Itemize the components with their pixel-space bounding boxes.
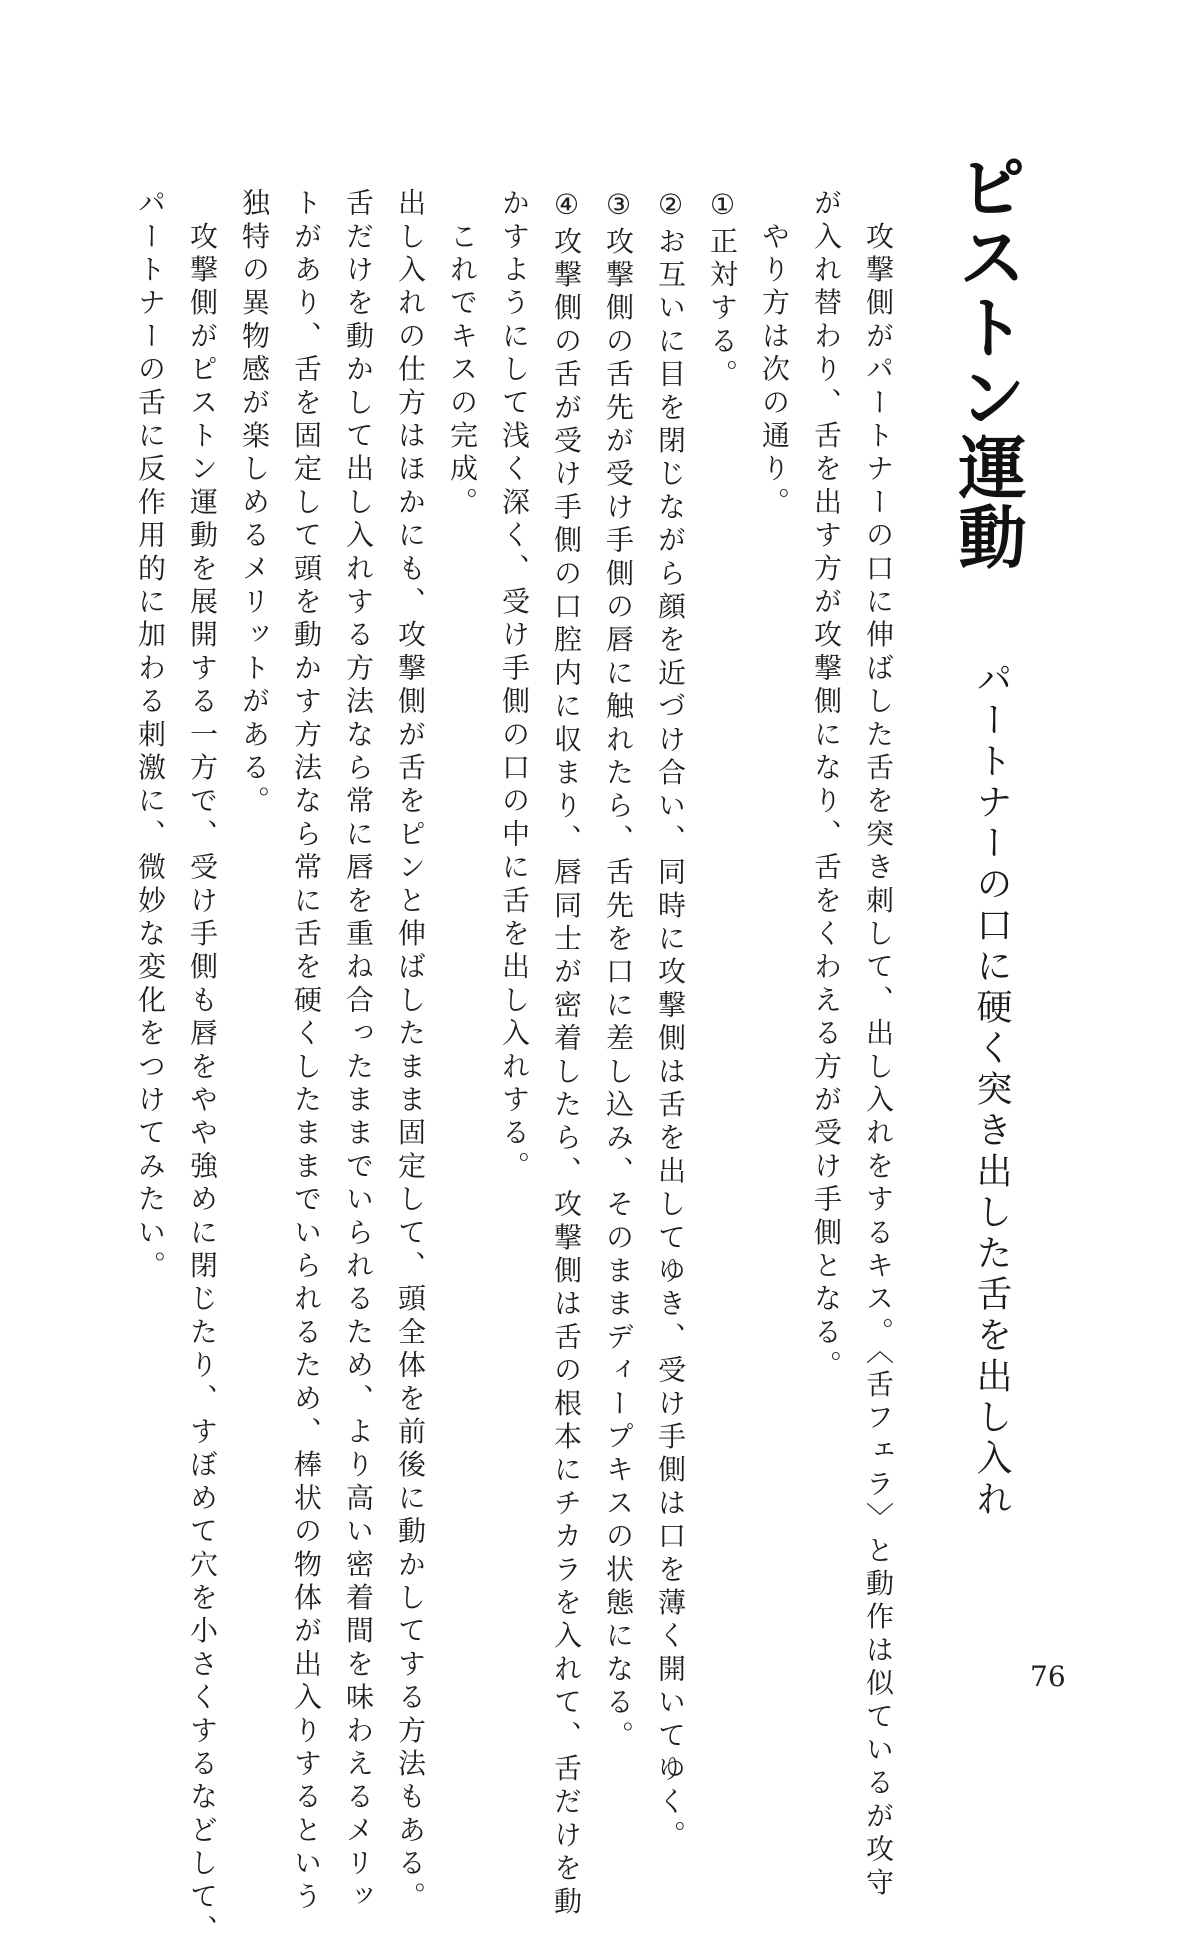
- body-column: 攻撃側がパートナーの口に伸ばした舌を突き刺して、出し入れをするキス。〈舌フェラ〉と動作は似ているが攻守: [862, 188, 895, 1901]
- body-column: ①正対する。: [706, 188, 739, 393]
- section-subtitle: パートナーの口に硬く突き出した舌を出し入れ: [971, 660, 1012, 1521]
- body-column: 攻撃側がピストン運動を展開する一方で、受け手側も唇をやや強めに閉じたり、すぼめて穴を小さくするなどして、: [186, 188, 219, 1948]
- body-column: ④攻撃側の舌が受け手側の口腔内に収まり、唇同士が密着したら、攻撃側は舌の根本にチカラを入れて、舌だけを動: [550, 188, 583, 1920]
- body-column: トがあり、舌を固定して頭を動かす方法なら常に舌を硬くしたままでいられるため、棒状の物体が出入りするという: [290, 188, 323, 1915]
- body-column: これでキスの完成。: [446, 188, 479, 520]
- section-title: ピストン運動: [947, 152, 1026, 572]
- page-number: 76: [1030, 1660, 1066, 1693]
- body-column: かすようにして浅く深く、受け手側の口の中に舌を出し入れする。: [498, 188, 531, 1185]
- body-column: 独特の異物感が楽しめるメリットがある。: [238, 188, 271, 819]
- body-column: ③攻撃側の舌先が受け手側の唇に触れたら、舌先を口に差し込み、そのままディープキスの状態になる。: [602, 188, 635, 1754]
- body-column: やり方は次の通り。: [758, 188, 791, 520]
- body-column: 出し入れの仕方はほかにも、攻撃側が舌をピンと伸ばしたまま固定して、頭全体を前後に動かしてする方法もある。: [394, 188, 427, 1915]
- body-column: 舌だけを動かして出し入れする方法なら常に唇を重ね合ったままでいられるため、より高い密着間を味わえるメリッ: [342, 188, 375, 1915]
- body-column: が入れ替わり、舌を出す方が攻撃側になり、舌をくわえる方が受け手側となる。: [810, 188, 843, 1384]
- body-column: ②お互いに目を閉じながら顔を近づけ合い、同時に攻撃側は舌を出してゆき、受け手側は口を薄く開いてゆく。: [654, 188, 687, 1853]
- body-column: パートナーの舌に反作用的に加わる刺激に、微妙な変化をつけてみたい。: [134, 188, 167, 1284]
